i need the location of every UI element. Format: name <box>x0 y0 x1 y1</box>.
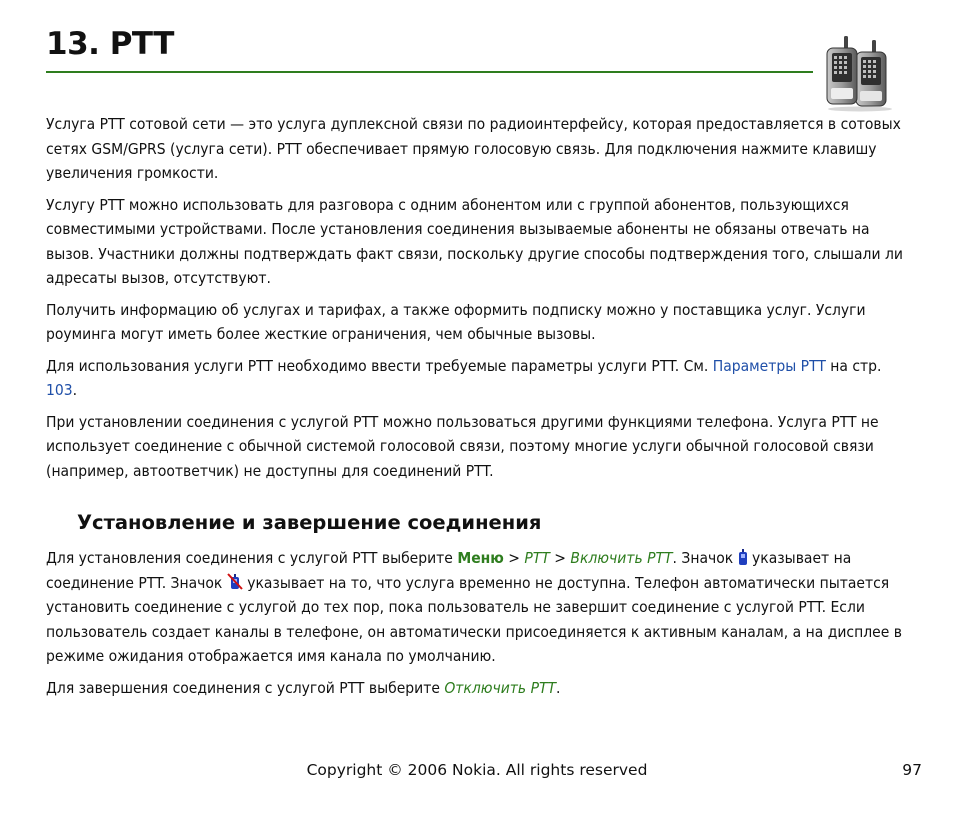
paragraph-text: . <box>556 678 561 697</box>
menu-path-separator: > <box>503 549 525 567</box>
menu-path-menu: Меню <box>457 549 504 567</box>
section-heading: Установление и завершение соединения <box>77 511 542 534</box>
footer-copyright: Copyright © 2006 Nokia. All rights reserved <box>306 761 648 779</box>
intro-paragraph-4 <box>46 354 908 403</box>
connection-paragraph-2 <box>46 676 908 701</box>
menu-path-separator: > <box>549 549 571 567</box>
page-link[interactable]: 103 <box>46 381 73 399</box>
connection-paragraph-1 <box>46 546 908 669</box>
settings-link[interactable]: Параметры PTT <box>712 356 826 375</box>
ptt-connected-icon <box>738 549 748 565</box>
title-divider <box>46 71 813 73</box>
intro-section <box>46 112 908 490</box>
paragraph-text: Для установления соединения с услугой PTT выберите <box>46 549 458 567</box>
page-number: 97 <box>902 761 922 779</box>
paragraph-text: . Значок <box>672 549 738 567</box>
menu-path-ptt: PTT <box>524 549 550 567</box>
paragraph-text: указывает на то, что услуга временно не доступна. Телефон автоматически пытается установить соединение с услугой до тех пор, пока пользователь не завершит соединение с услугой PTT. Если пользователь создает каналы в телефоне, он автоматически присоединяется к активным каналам, а на дисплее в режиме ожидания отображается имя канала по умолчанию. <box>46 573 902 665</box>
ptt-unavailable-icon <box>227 573 243 590</box>
page-title: 13. PTT <box>46 26 174 62</box>
connection-section <box>46 546 908 707</box>
intro-paragraph-1: Услуга PTT сотовой сети — это услуга дуплексной связи по радиоинтерфейсу, которая предоставляется в сотовых сетях GSM/GPRS (услуга сети). PTT обеспечивает прямую голосовую связь. Для подключения нажмите клавишу увеличения громкости. <box>46 115 901 182</box>
intro-paragraph-3: Получить информацию об услугах и тарифах, а также оформить подписку можно у поставщика услуг. Услуги роуминга могут иметь более жесткие ограничения, чем обычные вызовы. <box>46 300 866 343</box>
paragraph-text: Для завершения соединения с услугой PTT выберите <box>46 678 445 697</box>
paragraph-text: на стр. <box>825 356 882 375</box>
paragraph-text: Для использования услуги PTT необходимо ввести требуемые параметры услуги PTT. См. <box>46 356 713 375</box>
intro-paragraph-2: Услугу PTT можно использовать для разговора с одним абонентом или с группой абонентов, пользующихся совместимыми устройствами. После установления соединения вызываемые абоненты не обязаны отвечать на вызов. Участники должны подтверждать факт связи, поскольку другие способы подтверждения того, слышали ли адресаты вызов, отсутствуют. <box>46 195 903 287</box>
paragraph-text: . <box>72 381 78 399</box>
intro-paragraph-5: При установлении соединения с услугой PTT можно пользоваться другими функциями телефона. Услуга PTT не использует соединение с обычной системой голосовой связи, поэтому многие услуги обычной голосовой связи (например, автоответчик) не доступны для соединений PTT. <box>46 412 879 480</box>
walkie-talkie-pair-icon <box>822 34 898 112</box>
menu-path-disable-ptt: Отключить PTT <box>444 678 557 697</box>
paragraph-text: указывает на соединение PTT. Значок <box>46 549 852 592</box>
menu-path-enable-ptt: Включить PTT <box>570 549 673 567</box>
